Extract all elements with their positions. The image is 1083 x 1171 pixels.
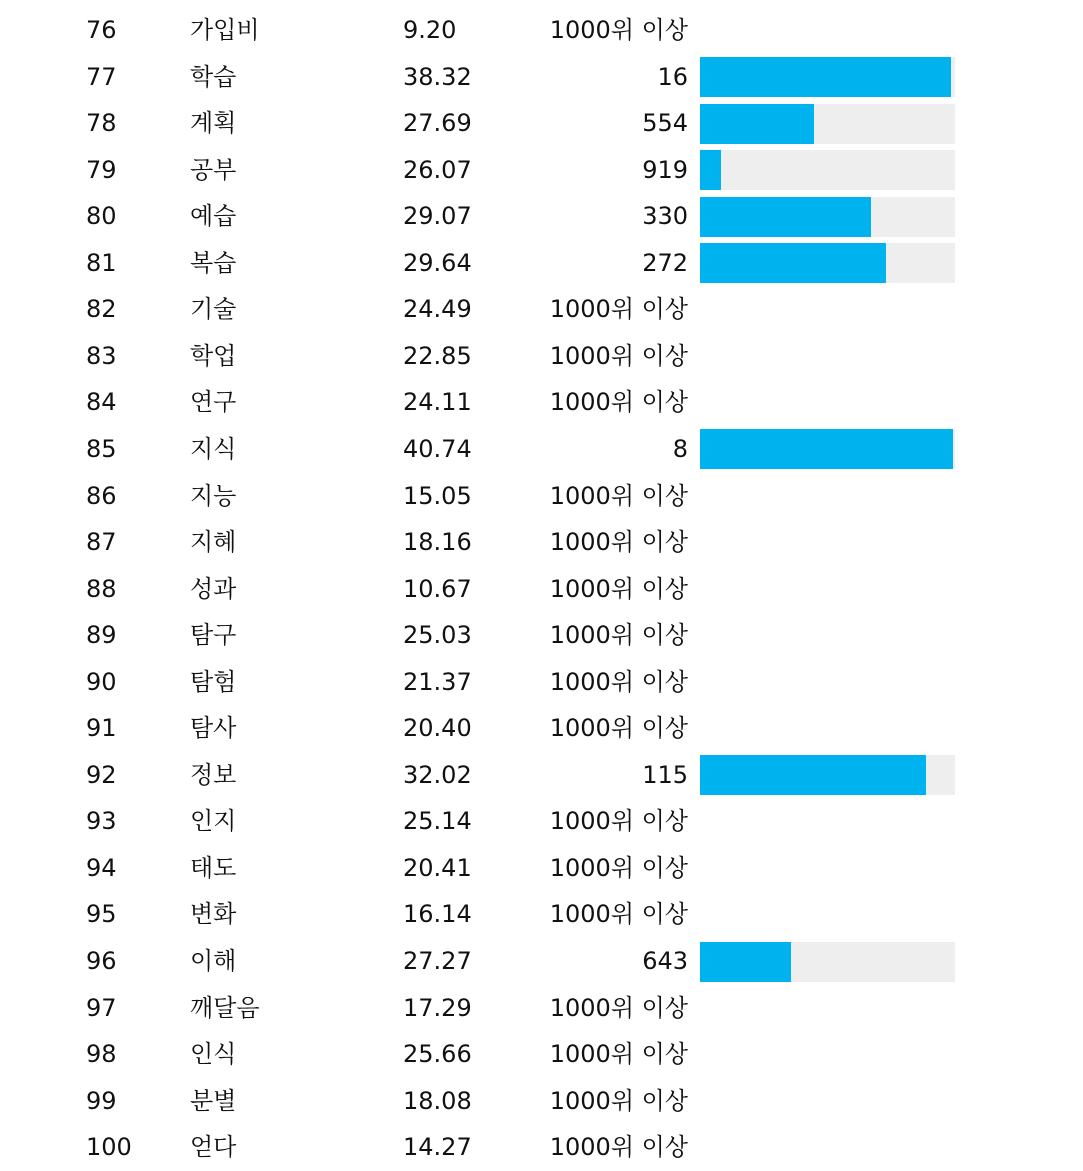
table-row — [0, 286, 1083, 333]
table-row — [0, 891, 1083, 938]
rank-value: 1000위 이상 — [549, 481, 688, 510]
rank-bar-track — [700, 197, 955, 237]
score-value: 9.20 — [403, 16, 457, 44]
keyword: 얻다 — [190, 1133, 237, 1162]
table-row — [0, 659, 1083, 706]
rank-value: 1000위 이상 — [549, 1133, 688, 1162]
keyword: 기술 — [190, 295, 237, 324]
score-value: 18.16 — [403, 528, 472, 557]
table-row — [0, 1124, 1083, 1171]
score-value: 29.07 — [403, 202, 472, 231]
rank-value: 115 — [642, 760, 688, 789]
keyword: 예습 — [190, 202, 237, 231]
row-number: 80 — [86, 202, 117, 231]
score-value: 20.40 — [403, 714, 472, 743]
rank-value: 1000위 이상 — [549, 900, 688, 929]
row-number: 99 — [86, 1086, 117, 1115]
rank-value: 1000위 이상 — [549, 993, 688, 1022]
rank-bar-track — [700, 150, 955, 190]
rank-value: 272 — [642, 248, 688, 277]
rank-bar-track — [700, 57, 955, 97]
rank-value: 1000위 이상 — [549, 714, 688, 743]
row-number: 89 — [86, 621, 117, 650]
rank-bar-track — [700, 429, 955, 469]
table-row — [0, 566, 1083, 613]
row-number: 78 — [86, 109, 117, 138]
keyword: 학업 — [190, 341, 237, 370]
score-value: 25.03 — [403, 621, 472, 650]
score-value: 40.74 — [403, 434, 472, 463]
rank-value: 1000위 이상 — [549, 1086, 688, 1115]
table-row — [0, 519, 1083, 566]
rank-value: 1000위 이상 — [549, 16, 688, 44]
keyword: 깨달음 — [190, 993, 260, 1022]
table-row — [0, 798, 1083, 845]
row-number: 79 — [86, 155, 117, 184]
score-value: 18.08 — [403, 1086, 472, 1115]
keyword: 분별 — [190, 1086, 237, 1115]
keyword: 탐사 — [190, 714, 237, 743]
rank-value: 1000위 이상 — [549, 807, 688, 836]
row-number: 77 — [86, 62, 117, 91]
rank-bar-track — [700, 755, 955, 795]
rank-value: 1000위 이상 — [549, 853, 688, 882]
table-row — [0, 1031, 1083, 1078]
table-row — [0, 100, 1083, 147]
score-value: 22.85 — [403, 341, 472, 370]
keyword: 인식 — [190, 1040, 237, 1069]
keyword: 지혜 — [190, 528, 237, 557]
keyword: 인지 — [190, 807, 237, 836]
keyword: 계획 — [190, 109, 237, 138]
row-number: 93 — [86, 807, 117, 836]
keyword: 탐험 — [190, 667, 237, 696]
rank-value: 1000위 이상 — [549, 574, 688, 603]
table-row — [0, 845, 1083, 892]
table-row — [0, 752, 1083, 799]
table-row — [0, 240, 1083, 287]
rank-value: 1000위 이상 — [549, 1040, 688, 1069]
row-number: 90 — [86, 667, 117, 696]
row-number: 92 — [86, 760, 117, 789]
score-value: 32.02 — [403, 760, 472, 789]
rank-bar-fill — [700, 755, 926, 795]
rank-bar-fill — [700, 942, 791, 982]
keyword: 공부 — [190, 155, 237, 184]
keyword: 가입비 — [190, 16, 260, 44]
row-number: 97 — [86, 993, 117, 1022]
score-value: 24.49 — [403, 295, 472, 324]
score-value: 15.05 — [403, 481, 472, 510]
score-value: 27.69 — [403, 109, 472, 138]
rank-value: 330 — [642, 202, 688, 231]
row-number: 91 — [86, 714, 117, 743]
keyword: 연구 — [190, 388, 237, 417]
rank-value: 1000위 이상 — [549, 295, 688, 324]
rank-value: 919 — [642, 155, 688, 184]
rank-bar-track — [700, 942, 955, 982]
keyword: 학습 — [190, 62, 237, 91]
rank-bar-track — [700, 104, 955, 144]
rank-bar-fill — [700, 104, 814, 144]
row-number: 86 — [86, 481, 117, 510]
rank-value: 1000위 이상 — [549, 341, 688, 370]
table-row — [0, 193, 1083, 240]
table-row — [0, 1078, 1083, 1125]
rank-bar-fill — [700, 150, 721, 190]
table-row — [0, 147, 1083, 194]
rank-value: 643 — [642, 947, 688, 975]
score-value: 38.32 — [403, 62, 472, 91]
row-number: 87 — [86, 528, 117, 557]
keyword: 정보 — [190, 760, 237, 789]
row-number: 98 — [86, 1040, 117, 1069]
row-number: 100 — [86, 1133, 132, 1162]
score-value: 29.64 — [403, 248, 472, 277]
row-number: 95 — [86, 900, 117, 929]
rank-value: 16 — [657, 62, 688, 91]
score-value: 27.27 — [403, 947, 472, 975]
rank-value: 1000위 이상 — [549, 528, 688, 557]
table-row — [0, 333, 1083, 380]
keyword: 지능 — [190, 481, 237, 510]
keyword: 변화 — [190, 900, 237, 929]
row-number: 81 — [86, 248, 117, 277]
rank-value: 8 — [672, 434, 688, 463]
row-number: 84 — [86, 388, 117, 417]
row-number: 83 — [86, 341, 117, 370]
row-number: 94 — [86, 853, 117, 882]
keyword: 태도 — [190, 853, 237, 882]
keyword: 탐구 — [190, 621, 237, 650]
score-value: 21.37 — [403, 667, 472, 696]
rank-bar-fill — [700, 243, 886, 283]
score-value: 25.66 — [403, 1040, 472, 1069]
row-number: 82 — [86, 295, 117, 324]
row-number: 96 — [86, 947, 117, 975]
score-value: 20.41 — [403, 853, 472, 882]
table-row — [0, 379, 1083, 426]
score-value: 14.27 — [403, 1133, 472, 1162]
table-row — [0, 426, 1083, 473]
rank-value: 1000위 이상 — [549, 621, 688, 650]
score-value: 10.67 — [403, 574, 472, 603]
table-row — [0, 612, 1083, 659]
score-value: 16.14 — [403, 900, 472, 929]
table-row — [0, 938, 1083, 985]
rank-bar-track — [700, 243, 955, 283]
row-number: 76 — [86, 16, 117, 44]
score-value: 17.29 — [403, 993, 472, 1022]
rank-value: 1000위 이상 — [549, 388, 688, 417]
keyword: 지식 — [190, 434, 237, 463]
table-row — [0, 985, 1083, 1032]
rank-bar-fill — [700, 429, 953, 469]
table-row — [0, 7, 1083, 54]
score-value: 26.07 — [403, 155, 472, 184]
keyword: 이해 — [190, 947, 237, 975]
score-value: 25.14 — [403, 807, 472, 836]
rank-bar-fill — [700, 197, 871, 237]
keyword: 복습 — [190, 248, 237, 277]
table-row — [0, 54, 1083, 101]
rank-bar-fill — [700, 57, 951, 97]
keyword: 성과 — [190, 574, 237, 603]
table-row — [0, 705, 1083, 752]
table-row — [0, 473, 1083, 520]
row-number: 88 — [86, 574, 117, 603]
row-number: 85 — [86, 434, 117, 463]
score-value: 24.11 — [403, 388, 472, 417]
rank-value: 1000위 이상 — [549, 667, 688, 696]
rank-value: 554 — [642, 109, 688, 138]
